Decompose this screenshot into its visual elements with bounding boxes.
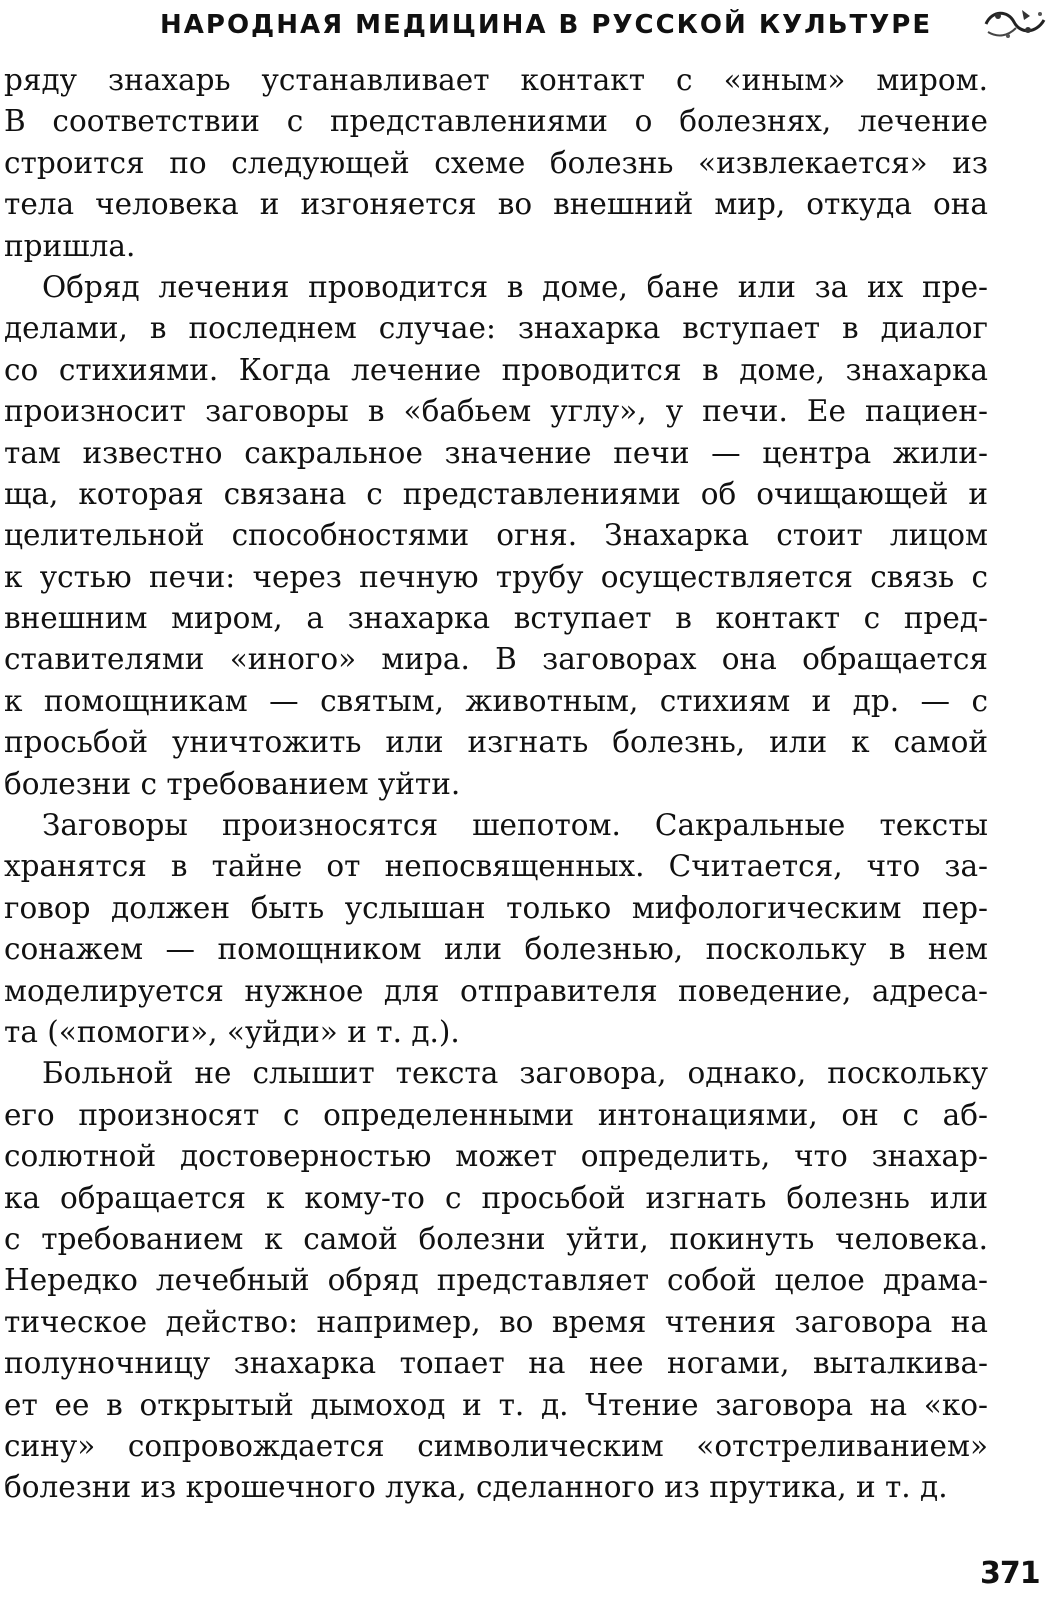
paragraph [4, 267, 988, 805]
paragraph [4, 805, 988, 1053]
text-line: ряду знахарь устанавливает контакт с «иным» миром. [4, 63, 988, 97]
page-number: 371 [980, 1556, 1040, 1591]
text-line: тическое действо: например, во время чтения заговора на [4, 1304, 988, 1339]
text-line: хранятся в тайне от непосвященных. Считается, что за- [4, 849, 988, 884]
text-line: к помощникам — святым, животным, стихиям и др. — с [4, 683, 988, 718]
running-head [160, 8, 980, 42]
text-line: делами, в последнем случае: знахарка вступает в диалог [4, 311, 988, 346]
text-line: ставителями «иного» мира. В заговорах она обращается [4, 642, 988, 677]
text-line: целительной способностями огня. Знахарка стоит лицом [4, 518, 988, 553]
text-line: там известно сакральное значение печи — центра жили- [4, 435, 988, 470]
paragraph [4, 60, 988, 267]
page-body [4, 60, 988, 1509]
paragraph [4, 1053, 988, 1508]
text-line: его произносят с определенными интонациями, он с аб- [4, 1097, 988, 1132]
text-line: тела человека и изгоняется во внешний мир, откуда она [4, 187, 988, 222]
text-line: та («помоги», «уйди» и т. д.). [4, 1014, 460, 1049]
text-line: Заговоры произносятся шепотом. Сакральные тексты [42, 808, 988, 843]
decorative-swirl-icon [978, 2, 1052, 46]
text-line: пришла. [4, 228, 136, 263]
text-line: болезни из крошечного лука, сделанного из прутика, и т. д. [4, 1470, 948, 1505]
text-line: сонажем — помощником или болезнью, поскольку в нем [4, 932, 988, 967]
text-line: строится по следующей схеме болезнь «извлекается» из [4, 145, 988, 180]
text-line: полуночницу знахарка топает на нее ногами, выталкива- [4, 1346, 988, 1381]
text-line: ет ее в открытый дымоход и т. д. Чтение заговора на «ко- [4, 1387, 988, 1422]
text-line: к устью печи: через печную трубу осуществляется связь с [4, 559, 988, 594]
text-line: моделируется нужное для отправителя поведение, адреса- [4, 973, 988, 1008]
text-line: Обряд лечения проводится в доме, бане или за их пре- [42, 269, 988, 304]
text-line: В соответствии с представлениями о болезнях, лечение [4, 104, 988, 139]
text-line: Больной не слышит текста заговора, однако, поскольку [42, 1056, 988, 1091]
running-head-title: НАРОДНАЯ МЕДИЦИНА В РУССКОЙ КУЛЬТУРЕ [160, 10, 933, 40]
text-line: со стихиями. Когда лечение проводится в доме, знахарка [4, 352, 988, 387]
text-line: ка обращается к кому-то с просьбой изгнать болезнь или [4, 1180, 988, 1215]
text-line: с требованием к самой болезни уйти, покинуть человека. [4, 1221, 988, 1256]
text-line: болезни с требованием уйти. [4, 766, 461, 801]
text-line: сину» сопровождается символическим «отстреливанием» [4, 1428, 988, 1463]
text-line: ща, которая связана с представлениями об очищающей и [4, 476, 988, 511]
text-line: просьбой уничтожить или изгнать болезнь, или к самой [4, 725, 988, 760]
text-line: говор должен быть услышан только мифологическим пер- [4, 890, 988, 925]
text-line: произносит заговоры в «бабьем углу», у печи. Ее пациен- [4, 394, 988, 429]
text-line: солютной достоверностью может определить, что знахар- [4, 1139, 988, 1174]
text-line: внешним миром, а знахарка вступает в контакт с пред- [4, 601, 988, 636]
text-line: Нередко лечебный обряд представляет собой целое драма- [4, 1263, 988, 1298]
